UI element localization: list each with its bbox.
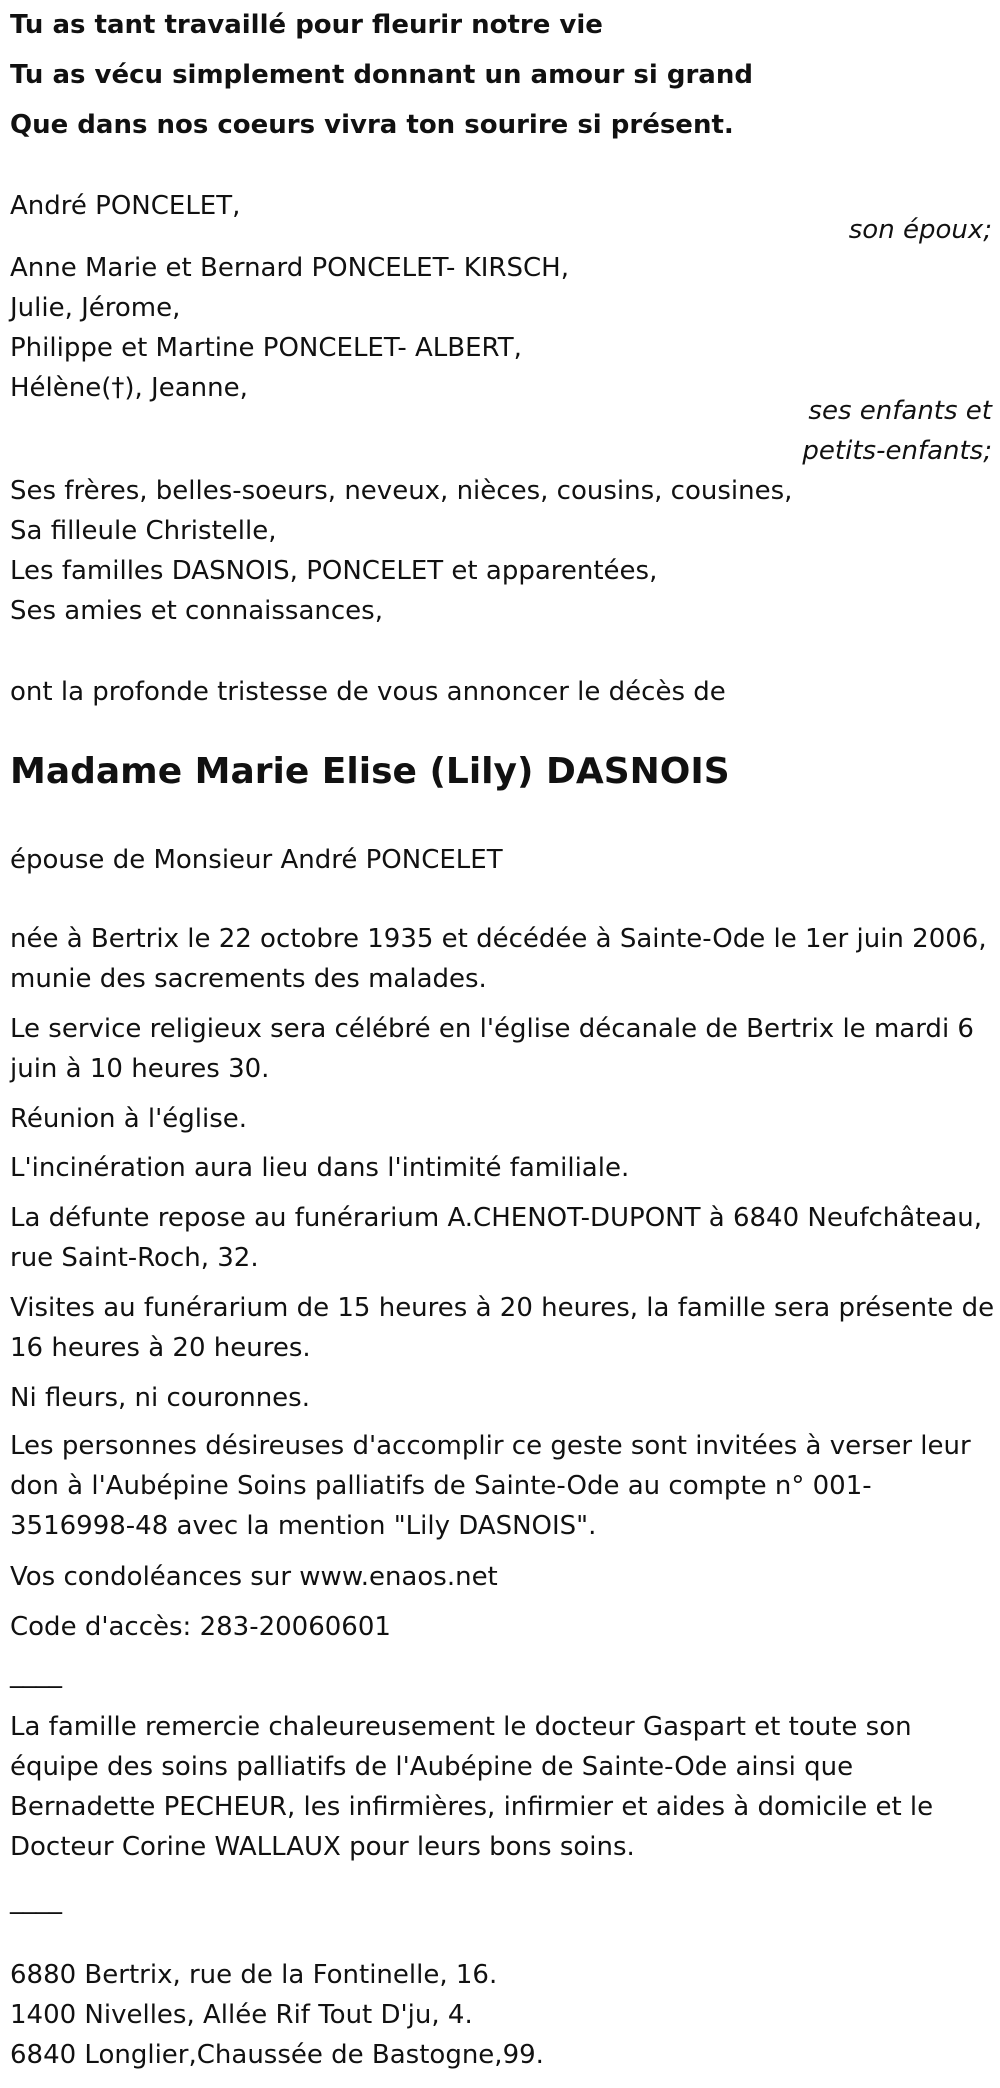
husband-name: André PONCELET, bbox=[10, 191, 241, 221]
detail-no-flowers: Ni fleurs, ni couronnes. bbox=[10, 1383, 310, 1413]
poem-line-2: Tu as vécu simplement donnant un amour si grand bbox=[10, 60, 753, 90]
child-line-1: Anne Marie et Bernard PONCELET- KIRSCH, bbox=[10, 253, 569, 283]
separator-1: ____ bbox=[10, 1659, 62, 1689]
children-role-line-1: ses enfants et bbox=[808, 396, 992, 426]
deceased-name: Madame Marie Elise (Lily) DASNOIS bbox=[10, 751, 730, 792]
address-line-3: 6840 Longlier,Chaussée de Bastogne,99. bbox=[10, 2040, 544, 2070]
detail-birth-death: née à Bertrix le 22 octobre 1935 et décédée à Sainte-Ode le 1er juin 2006, munie des sacrements des malades. bbox=[10, 924, 987, 994]
detail-funerarium: La défunte repose au funérarium A.CHENOT-DUPONT à 6840 Neufchâteau, rue Saint-Roch, 32. bbox=[10, 1203, 983, 1273]
relatives-line-1: Ses frères, belles-soeurs, neveux, nièces, cousins, cousines, bbox=[10, 476, 793, 506]
spouse-of-text: épouse de Monsieur André PONCELET bbox=[10, 845, 503, 875]
address-line-1: 6880 Bertrix, rue de la Fontinelle, 16. bbox=[10, 1960, 498, 1990]
relatives-line-2: Sa filleule Christelle, bbox=[10, 516, 277, 546]
announcement-text: ont la profonde tristesse de vous annoncer le décès de bbox=[10, 677, 726, 707]
child-line-3: Philippe et Martine PONCELET- ALBERT, bbox=[10, 333, 522, 363]
detail-access-code: Code d'accès: 283-20060601 bbox=[10, 1612, 391, 1642]
address-line-2: 1400 Nivelles, Allée Rif Tout D'ju, 4. bbox=[10, 2000, 473, 2030]
child-line-2: Julie, Jérome, bbox=[10, 293, 181, 323]
detail-condolences: Vos condoléances sur www.enaos.net bbox=[10, 1562, 498, 1592]
children-role-line-2: petits-enfants; bbox=[802, 436, 992, 466]
thanks-paragraph: La famille remercie chaleureusement le docteur Gaspart et toute son équipe des soins palliatifs de l'Aubépine de Sainte-Ode ainsi que Bernadette PECHEUR, les infirmières, infirmier et aides à domicile et le Docteur Corine WALLAUX pour leurs bons soins. bbox=[10, 1712, 934, 1862]
separator-2: ____ bbox=[10, 1885, 62, 1915]
detail-incineration: L'incinération aura lieu dans l'intimité familiale. bbox=[10, 1153, 630, 1183]
detail-reunion: Réunion à l'église. bbox=[10, 1104, 248, 1134]
husband-role: son époux; bbox=[848, 215, 992, 245]
child-line-4: Hélène(†), Jeanne, bbox=[10, 373, 248, 403]
poem-line-3: Que dans nos coeurs vivra ton sourire si présent. bbox=[10, 110, 734, 140]
detail-service: Le service religieux sera célébré en l'église décanale de Bertrix le mardi 6 juin à 10 heures 30. bbox=[10, 1014, 974, 1084]
relatives-line-3: Les familles DASNOIS, PONCELET et apparentées, bbox=[10, 556, 658, 586]
detail-visits: Visites au funérarium de 15 heures à 20 heures, la famille sera présente de 16 heures à 20 heures. bbox=[10, 1293, 995, 1363]
detail-donation: Les personnes désireuses d'accomplir ce geste sont invitées à verser leur don à l'Aubépine Soins palliatifs de Sainte-Ode au compte n° 001-3516998-48 avec la mention "Lily DASNOIS". bbox=[10, 1431, 971, 1541]
relatives-line-4: Ses amies et connaissances, bbox=[10, 596, 383, 626]
poem-line-1: Tu as tant travaillé pour fleurir notre vie bbox=[10, 10, 603, 40]
